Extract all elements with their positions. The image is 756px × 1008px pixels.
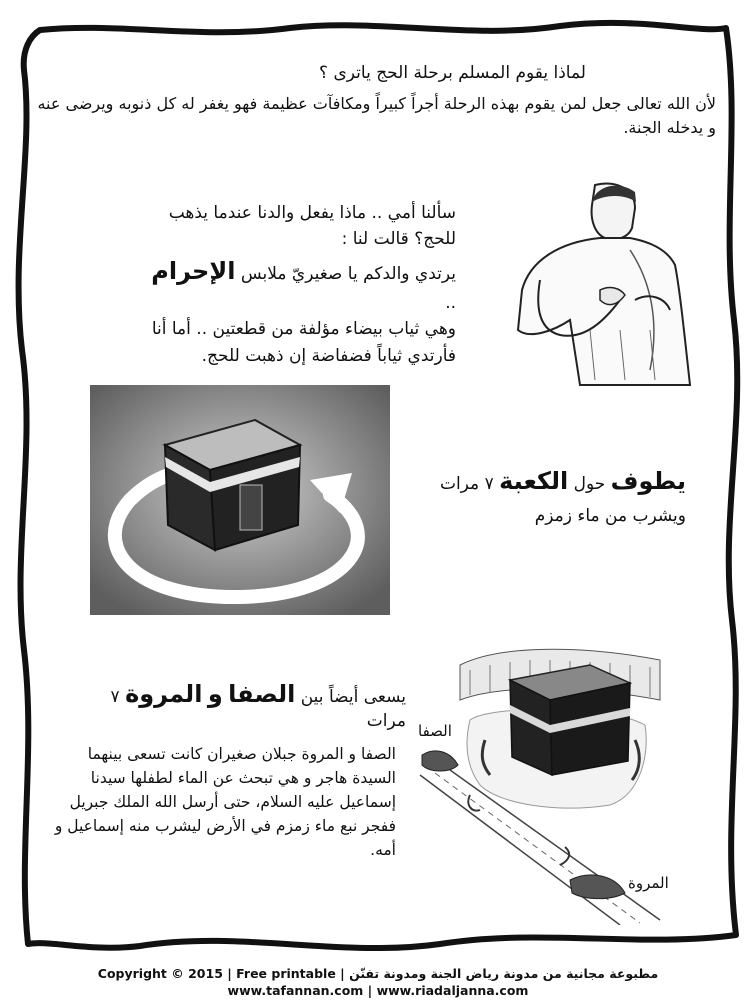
tawaf-caption (386, 462, 686, 530)
ihram-line1: سألنا أمي .. ماذا يفعل والدنا عندما يذهب للحج؟ قالت لنا : (168, 203, 456, 250)
sai-pre: يسعى أيضاً بين (300, 687, 406, 707)
label-marwa: المروة (628, 874, 669, 892)
pilgrim-illustration (500, 180, 700, 390)
tawaf-line2: ويشرب من ماء زمزم (534, 505, 686, 526)
ihram-line3: وهي ثياب بيضاء مؤلفة من قطعتين .. أما أنا فأرتدي ثياباً فضفاضة إن ذهبت للحج. (151, 319, 456, 366)
label-safa: الصفا (418, 722, 452, 740)
tawaf-count: ٧ مرات (439, 474, 494, 494)
ihram-paragraph (136, 200, 456, 369)
intro-question: لماذا يقوم المسلم برحلة الحج ياترى ؟ (319, 63, 586, 83)
tawaf-illustration (90, 385, 390, 615)
ihram-keyword: الإحرام (151, 256, 236, 285)
ihram-line2-post: .. (445, 292, 456, 313)
tawaf-line1 (386, 462, 686, 502)
marwa-keyword: المروة (125, 680, 203, 708)
sai-heading (76, 678, 406, 733)
sai-count: ٧ مرات (110, 687, 406, 732)
sai-body: الصفا و المروة جبلان صغيران كانت تسعى بينهما السيدة هاجر و هي تبحث عن الماء لطفلها سيدنا إسماعيل عليه السلام، حتى أرسل الله الملك جبريل ففجر نبع ماء زمزم في الأرض ليشرب منه إسماعيل و أمه. (54, 745, 396, 860)
footer-links: www.tafannan.com | www.riadaljanna.com (227, 982, 529, 998)
footer-copyright: Copyright © 2015 | Free printable | مطبوعة مجانية من مدونة رياض الجنة ومدونة تفنّن (97, 966, 659, 981)
safa-keyword: الصفا (228, 680, 296, 708)
sai-and: و (207, 680, 223, 708)
footer (0, 966, 756, 1000)
ihram-line2-pre: يرتدي والدكم يا صغيريّ ملابس (240, 263, 456, 284)
intro-answer: لأن الله تعالى جعل لمن يقوم بهذه الرحلة أجراً كبيراً ومكافآت عظيمة فهو يغفر له كل ذنوبه ويرضى عنه و يدخله الجنة. (37, 94, 716, 137)
kaaba-keyword: الكعبة (499, 467, 569, 495)
ihram-line2 (136, 253, 456, 317)
tawaf-keyword: يطوف (610, 467, 686, 495)
tawaf-mid: حول (573, 474, 606, 494)
